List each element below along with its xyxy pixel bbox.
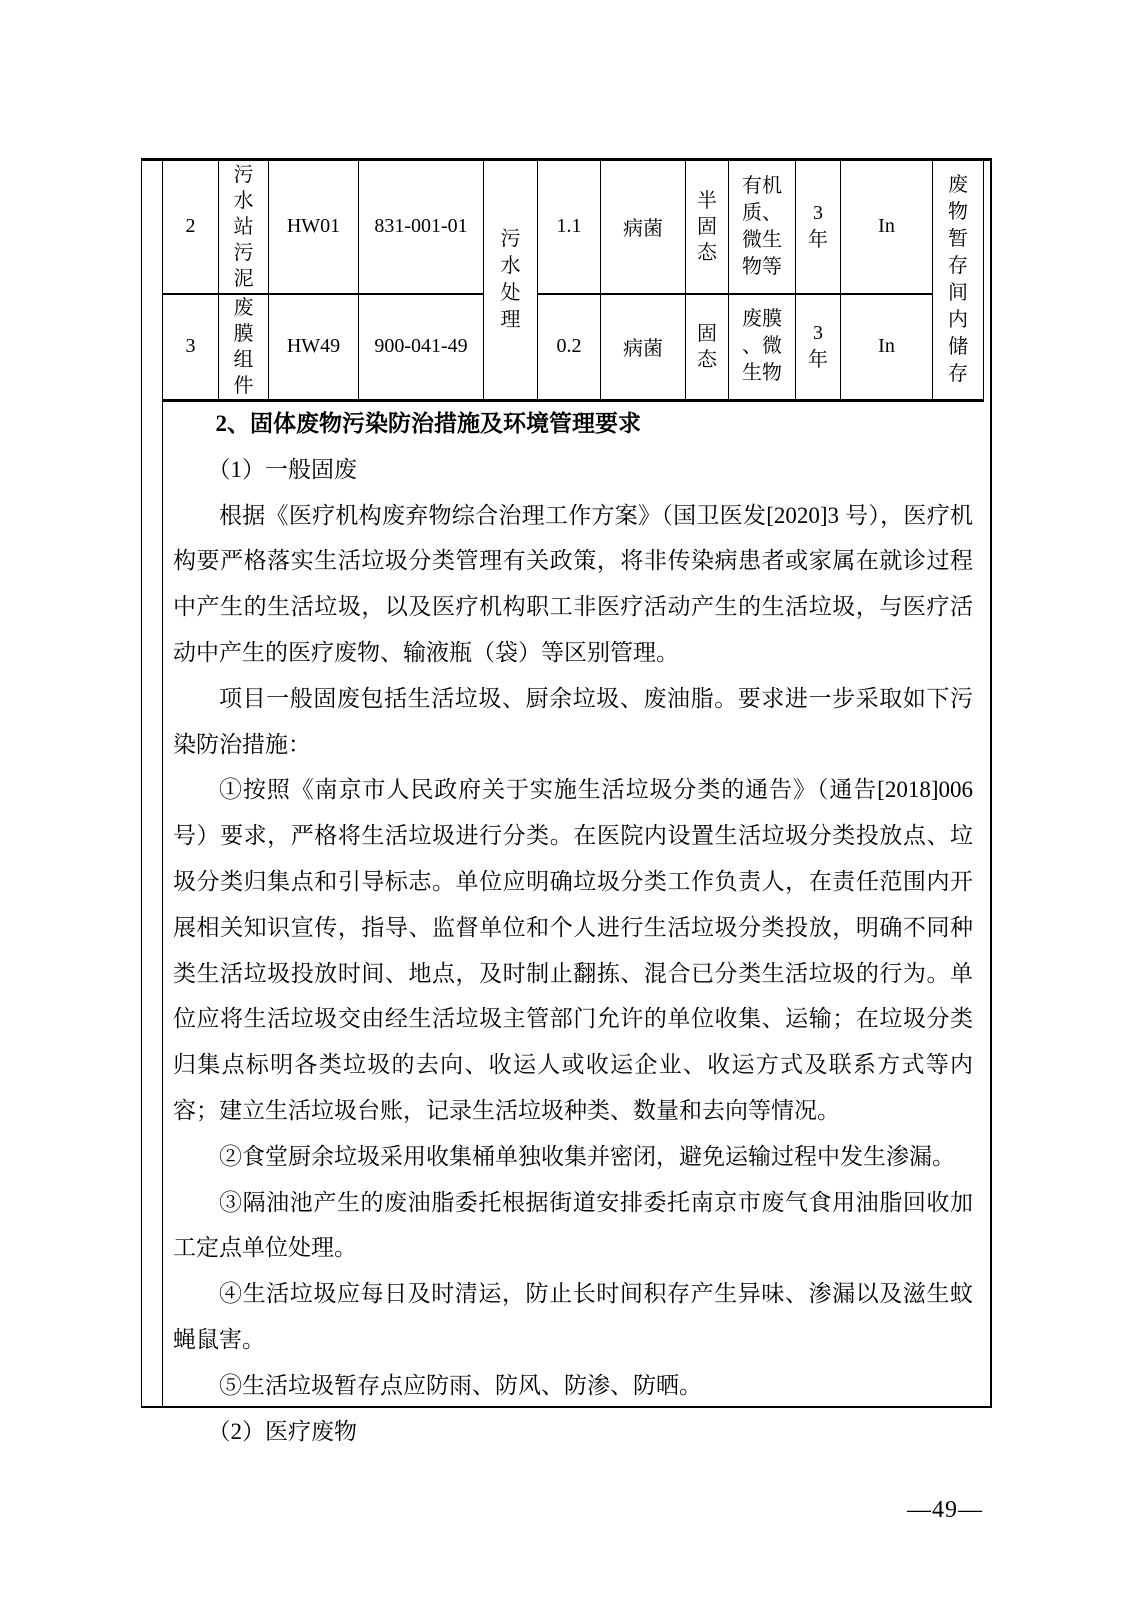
paragraph-measure-1: ①按照《南京市人民政府关于实施生活垃圾分类的通告》（通告[2018]006 号）要求，严格将生活垃圾进行分类。在医院内设置生活垃圾分类投放点、垃圾分类归集点和引导标志。单位应明确垃圾分类工作负责人，在责任范围内开展相关知识宣传，指导、监督单位和个人进行生活垃圾分类投放，明确不同种类生活垃圾投放时间、地点，及时制止翻拣、混合已分类生活垃圾的行为。单位应将生活垃圾交由经生活垃圾主管部门允许的单位收集、运输；在垃圾分类归集点标明各类垃圾的去向、收运人或收运企业、收运方式及联系方式等内容；建立生活垃圾台账，记录生活垃圾种类、数量和去向等情况。: [173, 777, 973, 1123]
cell-quantity: 0.2: [538, 294, 601, 401]
content-frame: [141, 158, 992, 1444]
cell-composition: [729, 160, 796, 294]
form-text: 半固态: [697, 189, 717, 264]
body-text-block: [142, 398, 990, 1454]
waste-name-text: 污水站污泥: [233, 163, 254, 290]
paragraph-policy-basis: 根据《医疗机构废弃物综合治理工作方案》（国卫医发[2020]3 号），医疗机构要严格落实生活垃圾分类管理有关政策，将非传染病患者或家属在就诊过程中产生的生活垃圾，以及医疗机构职工非医疗活动产生的生活垃圾，与医疗活动中产生的医疗废物、输液瓶（袋）等区别管理。: [173, 502, 973, 665]
waste-name-text: 废膜组件: [233, 296, 254, 397]
cell-hazard: 病菌: [601, 294, 686, 401]
cell-quantity: 1.1: [538, 160, 601, 294]
cell-disposal-source: [484, 160, 538, 401]
cell-row-no: 2: [163, 160, 219, 294]
cell-form: [686, 160, 729, 294]
storage-period-text: 3年: [808, 201, 828, 251]
storage-period-text: 3年: [808, 321, 828, 371]
composition-text: 有机质、微生物等: [742, 174, 782, 278]
paragraph-measure-2: ②食堂厨余垃圾采用收集桶单独收集并密闭，避免运输过程中发生渗漏。: [219, 1143, 955, 1169]
cell-waste-name: [219, 294, 269, 401]
cell-waste-name: [219, 160, 269, 294]
storage-place-text: 废物暂存间内储存: [948, 173, 968, 385]
hazardous-waste-table: [162, 158, 984, 402]
form-text: 固态: [697, 322, 717, 371]
subsection-medical-waste: （2）医疗废物: [207, 1418, 357, 1444]
composition-text: 废膜、微生物: [742, 308, 782, 384]
paragraph-measure-3: ③隔油池产生的废油脂委托根据街道安排委托南京市废气食用油脂回收加工定点单位处理。: [173, 1189, 973, 1261]
subsection-general-waste: （1）一般固废: [207, 456, 357, 482]
cell-storage-period: [796, 160, 841, 294]
cell-storage-place: [933, 160, 984, 401]
cell-hw-code: HW01: [269, 160, 359, 294]
cell-in-out: In: [841, 294, 933, 401]
paragraph-measure-4: ④生活垃圾应每日及时清运，防止长时间积存产生异味、渗漏以及滋生蚊蝇鼠害。: [173, 1281, 973, 1352]
cell-in-out: In: [841, 160, 933, 294]
cell-form: [686, 294, 729, 401]
table-row: [163, 294, 984, 401]
cell-waste-code: 831-001-01: [359, 160, 484, 294]
disposal-source-text: 污水处理: [500, 227, 521, 331]
paragraph-measure-5: ⑤生活垃圾暂存点应防雨、防风、防渗、防晒。: [219, 1372, 702, 1398]
cell-composition: [729, 294, 796, 401]
cell-hazard: 病菌: [601, 160, 686, 294]
paragraph-general-waste-scope: 项目一般固废包括生活垃圾、厨余垃圾、废油脂。要求进一步采取如下污染防治措施：: [173, 685, 973, 757]
cell-hw-code: HW49: [269, 294, 359, 401]
cell-row-no: 3: [163, 294, 219, 401]
table-row: [163, 160, 984, 294]
cell-storage-period: [796, 294, 841, 401]
page-number: —49—: [907, 1497, 983, 1523]
cell-waste-code: 900-041-49: [359, 294, 484, 401]
section-heading: 2、固体废物污染防治措施及环境管理要求: [215, 411, 642, 436]
